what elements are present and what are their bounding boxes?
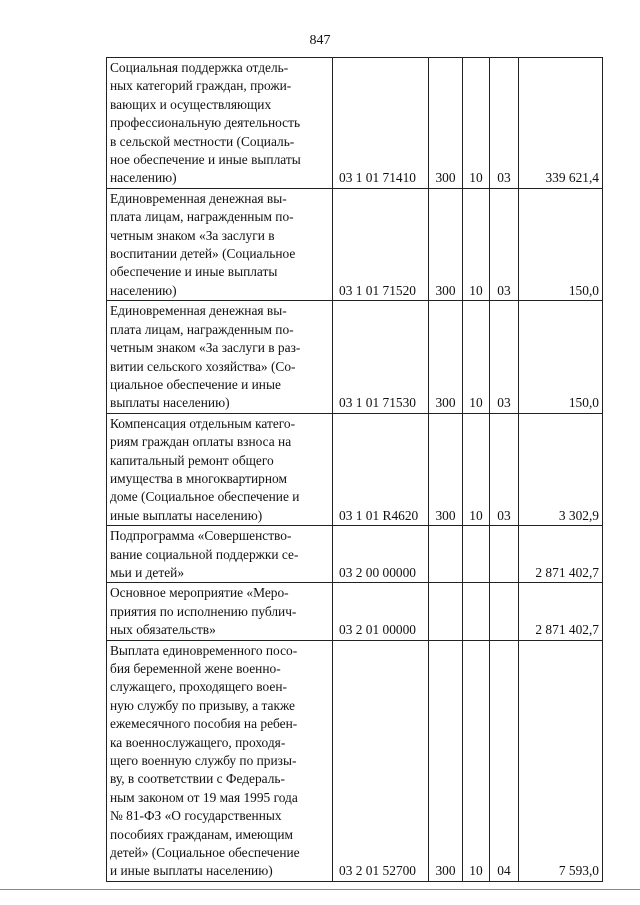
row-name-cell — [107, 188, 333, 300]
section-cell: 10 — [463, 413, 490, 525]
row-name-line: ным законом от 19 мая 1995 года — [110, 789, 298, 805]
row-name-line: бия беременной жене военно- — [110, 661, 281, 676]
row-name-line: Единовременная денежная вы- — [110, 303, 287, 319]
budget-table — [106, 57, 603, 882]
target-article-code-cell: 03 1 01 R4620 — [333, 413, 429, 525]
expense-type-cell — [429, 583, 463, 640]
subsection-cell — [490, 583, 519, 640]
table-row — [107, 413, 603, 525]
table-row — [107, 640, 603, 881]
expense-type-cell — [429, 526, 463, 583]
section-cell — [463, 526, 490, 583]
amount-cell: 7 593,0 — [519, 640, 603, 881]
row-name-line: витии сельского хозяйства» (Со- — [110, 358, 296, 374]
row-name-line: № 81-ФЗ «О государственных — [110, 808, 282, 824]
row-name-line: пособиях гражданам, имеющим — [110, 826, 293, 842]
row-name-line: и иные выплаты населению) — [110, 863, 273, 879]
row-name-cell — [107, 640, 333, 881]
row-name-line: Выплата единовременного посо- — [110, 642, 298, 658]
row-name-line: ное обеспечение и иные выплаты — [110, 152, 301, 168]
page-bottom-rule — [0, 889, 640, 890]
row-name-cell — [107, 413, 333, 525]
section-cell: 10 — [463, 188, 490, 300]
row-name-line: ных обязательств» — [110, 622, 216, 638]
subsection-cell: 03 — [490, 301, 519, 413]
row-name-line: населению) — [110, 170, 177, 186]
table-row — [107, 188, 603, 300]
amount-cell: 150,0 — [519, 301, 603, 413]
row-name-line: имущества в многоквартирном — [110, 470, 287, 486]
row-name-line: Основное мероприятие «Меро- — [110, 585, 289, 601]
row-name-line: капитальный ремонт общего — [110, 452, 274, 468]
row-name-line: вающих и осуществляющих — [110, 96, 272, 112]
row-name-line: ву, в соответствии с Федераль- — [110, 771, 285, 787]
expense-type-cell: 300 — [429, 413, 463, 525]
row-name-cell — [107, 301, 333, 413]
row-name-line: доме (Социальное обеспечение и — [110, 489, 300, 505]
section-cell — [463, 583, 490, 640]
row-name-cell — [107, 526, 333, 583]
row-name-line: ка военнослужащего, проходя- — [110, 734, 286, 750]
row-name-line: вание социальной поддержки се- — [110, 546, 299, 562]
row-name-line: плата лицам, награжденным по- — [110, 209, 294, 225]
row-name-line: плата лицам, награжденным по- — [110, 321, 294, 337]
amount-cell: 150,0 — [519, 188, 603, 300]
section-cell: 10 — [463, 301, 490, 413]
row-name-line: Подпрограмма «Совершенство- — [110, 528, 292, 544]
expense-type-cell: 300 — [429, 188, 463, 300]
amount-cell: 3 302,9 — [519, 413, 603, 525]
row-name-line: приятия по исполнению публич- — [110, 603, 297, 619]
subsection-cell: 04 — [490, 640, 519, 881]
subsection-cell: 03 — [490, 413, 519, 525]
row-name-line: четным знаком «За заслуги в — [110, 227, 275, 243]
amount-cell: 2 871 402,7 — [519, 583, 603, 640]
row-name-line: выплаты населению) — [110, 395, 230, 411]
row-name-line: циальное обеспечение и иные — [110, 376, 281, 392]
table-row — [107, 301, 603, 413]
row-name-line: щего военную службу по призы- — [110, 753, 297, 769]
table-row — [107, 526, 603, 583]
expense-type-cell: 300 — [429, 640, 463, 881]
subsection-cell: 03 — [490, 188, 519, 300]
row-name-line: служащего, проходящего воен- — [110, 679, 287, 695]
row-name-line: иные выплаты населению) — [110, 507, 263, 523]
target-article-code-cell: 03 2 01 00000 — [333, 583, 429, 640]
subsection-cell — [490, 526, 519, 583]
target-article-code-cell: 03 1 01 71520 — [333, 188, 429, 300]
row-name-line: детей» (Социальное обеспечение — [110, 845, 300, 861]
row-name-line: обеспечение и иные выплаты — [110, 264, 278, 280]
row-name-line: Социальная поддержка отдель- — [110, 60, 289, 75]
subsection-cell: 03 — [490, 58, 519, 189]
row-name-line: ежемесячного пособия на ребен- — [110, 716, 298, 732]
row-name-line: риям граждан оплаты взноса на — [110, 434, 292, 450]
amount-cell: 339 621,4 — [519, 58, 603, 189]
section-cell: 10 — [463, 58, 490, 189]
target-article-code-cell: 03 1 01 71530 — [333, 301, 429, 413]
row-name-cell — [107, 583, 333, 640]
row-name-line: Единовременная денежная вы- — [110, 190, 287, 206]
row-name-line: населению) — [110, 282, 177, 298]
row-name-line: мьи и детей» — [110, 564, 185, 580]
table-row — [107, 583, 603, 640]
row-name-line: профессиональную деятельность — [110, 115, 301, 131]
row-name-line: Компенсация отдельным катего- — [110, 415, 296, 431]
target-article-code-cell: 03 2 00 00000 — [333, 526, 429, 583]
section-cell: 10 — [463, 640, 490, 881]
amount-cell: 2 871 402,7 — [519, 526, 603, 583]
expense-type-cell: 300 — [429, 58, 463, 189]
expense-type-cell: 300 — [429, 301, 463, 413]
row-name-line: воспитании детей» (Социальное — [110, 246, 296, 262]
row-name-line: четным знаком «За заслуги в раз- — [110, 340, 301, 356]
row-name-line: ную службу по призыву, а также — [110, 697, 295, 713]
target-article-code-cell: 03 1 01 71410 — [333, 58, 429, 189]
row-name-cell — [107, 58, 333, 189]
row-name-line: в сельской местности (Социаль- — [110, 133, 295, 149]
target-article-code-cell: 03 2 01 52700 — [333, 640, 429, 881]
page-number: 847 — [309, 33, 331, 48]
row-name-line: ных категорий граждан, прожи- — [110, 78, 292, 94]
table-row — [107, 58, 603, 189]
